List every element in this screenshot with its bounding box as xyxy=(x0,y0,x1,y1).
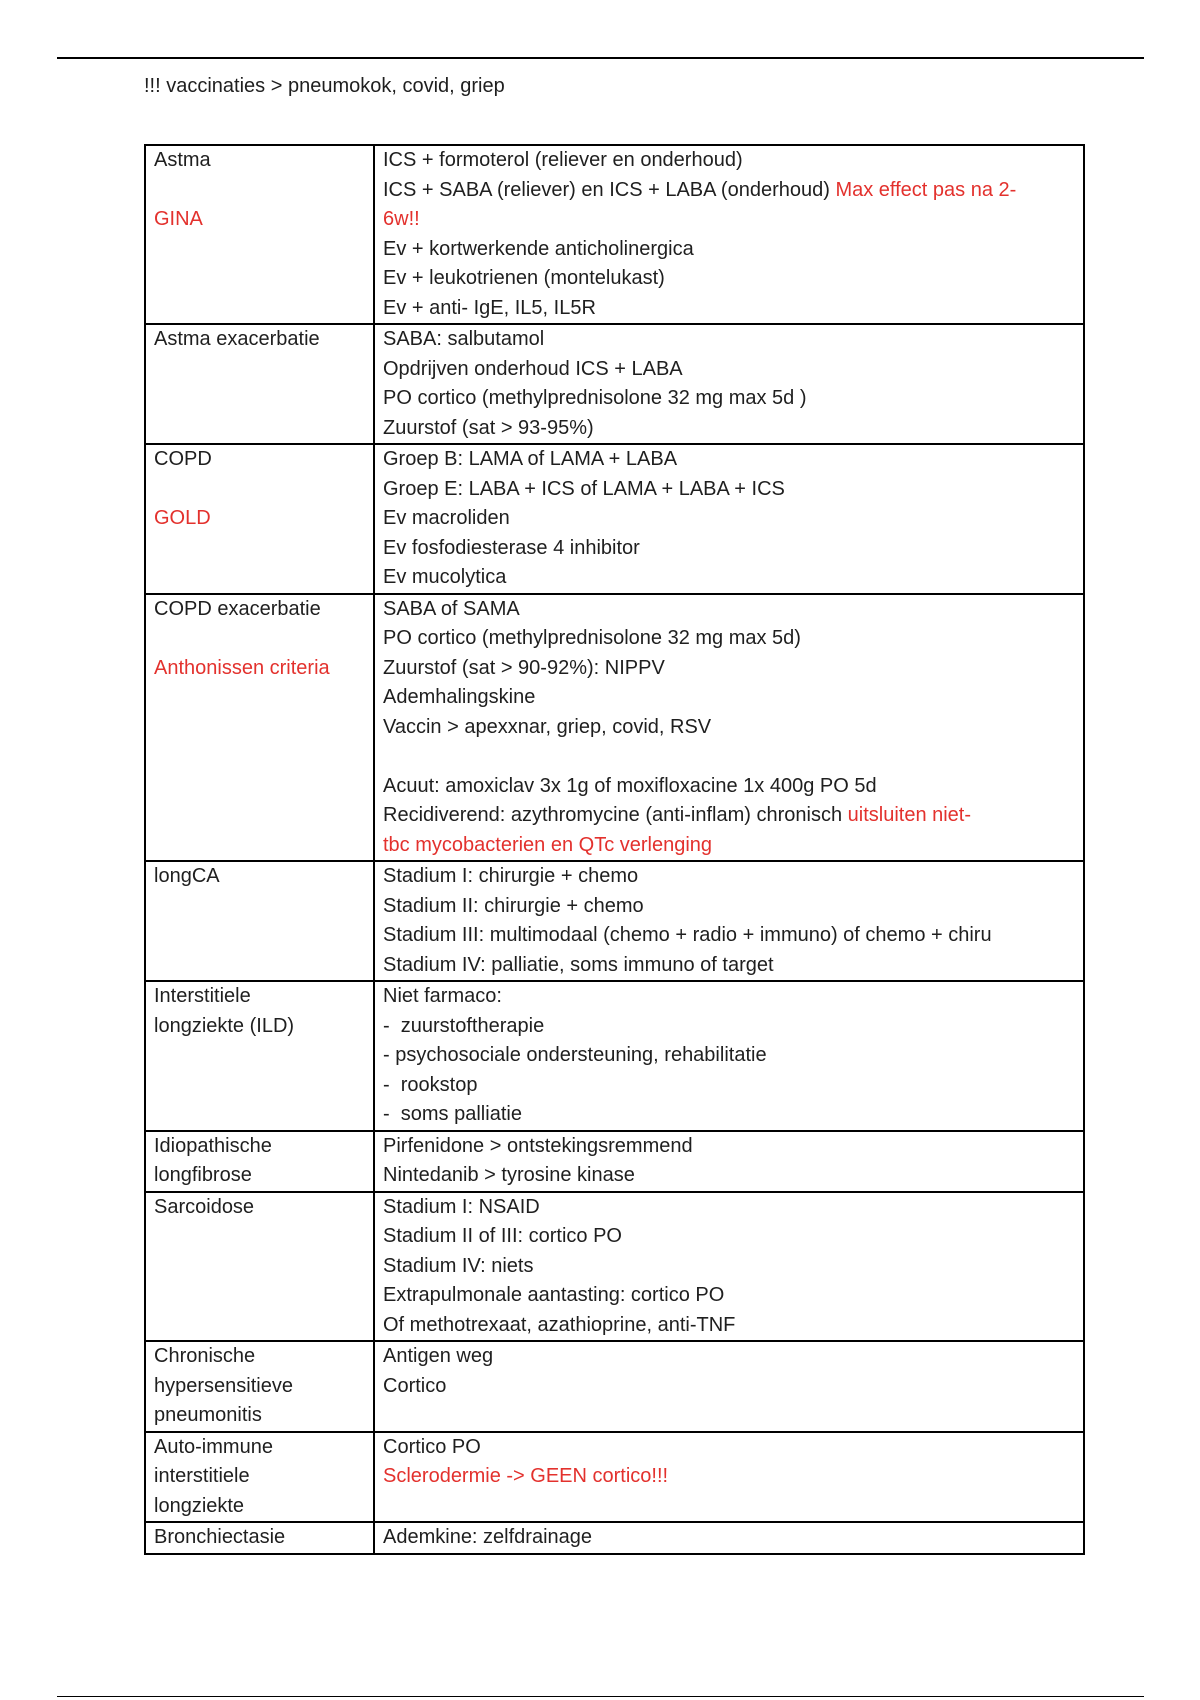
treatment-line: Ev macroliden xyxy=(383,507,510,529)
treatment-line: Ademkine: zelfdrainage xyxy=(383,1526,593,1548)
treatment-line: ICS + formoterol (reliever en onderhoud) xyxy=(383,149,743,171)
treatment-cell xyxy=(374,1522,1084,1554)
condition-label: Chronische xyxy=(154,1345,256,1367)
bottom-rule xyxy=(57,1696,1144,1697)
condition-label: hypersensitieve xyxy=(154,1374,293,1397)
condition-label: longziekte (ILD) xyxy=(154,1014,295,1037)
table-row-astma xyxy=(145,145,1084,324)
table-row-bronchiectasie xyxy=(145,1522,1084,1554)
treatment-line: - rookstop xyxy=(383,1073,478,1096)
treatment-line: Stadium III: multimodaal (chemo + radio + immuno) of chemo + chiru xyxy=(383,924,992,946)
treatment-cell xyxy=(374,1341,1084,1432)
treatment-cell xyxy=(374,981,1084,1131)
condition-cell xyxy=(145,1522,374,1554)
treatment-line: Cortico PO xyxy=(383,1435,481,1458)
treatment-line: Stadium I: NSAID xyxy=(383,1195,540,1218)
condition-label: Astma exacerbatie xyxy=(154,328,320,350)
treatment-cell xyxy=(374,324,1084,444)
treatment-line: - soms palliatie xyxy=(383,1103,522,1125)
condition-label: COPD exacerbatie xyxy=(154,597,321,620)
condition-cell xyxy=(145,1341,374,1432)
condition-label: Bronchiectasie xyxy=(154,1526,286,1548)
treatment-line: ICS + SABA (reliever) en ICS + LABA (onderhoud) Max effect pas na 2- xyxy=(383,178,1017,201)
vaccination-note: !!! vaccinaties > pneumokok, covid, griep xyxy=(144,75,505,97)
treatment-line: Stadium II of III: cortico PO xyxy=(383,1225,622,1247)
treatment-line: Niet farmaco: xyxy=(383,985,502,1007)
condition-cell xyxy=(145,861,374,981)
condition-label: pneumonitis xyxy=(154,1404,262,1426)
top-rule xyxy=(57,57,1144,59)
condition-label: Astma xyxy=(154,149,211,171)
table-row-copd xyxy=(145,444,1084,594)
guideline-label: GINA xyxy=(154,208,203,230)
treatment-line: SABA: salbutamol xyxy=(383,328,545,350)
warning-text: Sclerodermie -> GEEN cortico!!! xyxy=(383,1465,669,1487)
treatment-cell xyxy=(374,145,1084,324)
treatment-line: Acuut: amoxiclav 3x 1g of moxifloxacine 1x 400g PO 5d xyxy=(383,774,877,797)
treatment-cell xyxy=(374,861,1084,981)
condition-cell xyxy=(145,324,374,444)
treatment-line: Nintedanib > tyrosine kinase xyxy=(383,1164,635,1186)
treatment-cell xyxy=(374,594,1084,862)
treatment-line: Stadium IV: palliatie, soms immuno of target xyxy=(383,953,774,976)
treatment-line: Ev + anti- IgE, IL5, IL5R xyxy=(383,296,596,319)
treatment-line: PO cortico (methylprednisolone 32 mg max 5d) xyxy=(383,627,801,649)
condition-label: longziekte xyxy=(154,1494,245,1517)
table-row-longca xyxy=(145,861,1084,981)
condition-label: Interstitiele xyxy=(154,985,251,1007)
treatment-line: Ev fosfodiesterase 4 inhibitor xyxy=(383,536,640,559)
treatment-line: Stadium I: chirurgie + chemo xyxy=(383,865,639,887)
condition-label: Auto-immune xyxy=(154,1435,273,1458)
treatment-cell xyxy=(374,1432,1084,1523)
table-row-idiopathische-longfibrose xyxy=(145,1131,1084,1192)
treatment-line: Pirfenidone > ontstekingsremmend xyxy=(383,1134,693,1157)
warning-text: Max effect pas na 2- xyxy=(835,178,1017,201)
warning-text: 6w!! xyxy=(383,208,420,230)
condition-cell xyxy=(145,594,374,862)
treatment-cell xyxy=(374,1131,1084,1192)
table-row-auto-immune-longziekte xyxy=(145,1432,1084,1523)
treatment-line: SABA of SAMA xyxy=(383,597,520,620)
treatment-line: Groep E: LABA + ICS of LAMA + LABA + ICS xyxy=(383,477,785,500)
condition-cell xyxy=(145,145,374,324)
guideline-label: Anthonissen criteria xyxy=(154,656,330,679)
treatment-line: Zuurstof (sat > 93-95%) xyxy=(383,416,594,439)
condition-cell xyxy=(145,444,374,594)
treatment-line: - zuurstoftherapie xyxy=(383,1014,545,1037)
condition-cell xyxy=(145,1192,374,1342)
treatment-line: Ev + kortwerkende anticholinergica xyxy=(383,237,694,260)
treatment-line: Vaccin > apexxnar, griep, covid, RSV xyxy=(383,715,712,738)
warning-text: tbc mycobacterien en QTc verlenging xyxy=(383,833,713,856)
treatment-line: Ev + leukotrienen (montelukast) xyxy=(383,267,665,289)
treatment-line: Of methotrexaat, azathioprine, anti-TNF xyxy=(383,1313,736,1336)
condition-cell xyxy=(145,981,374,1131)
treatment-cell xyxy=(374,444,1084,594)
condition-label: longCA xyxy=(154,865,220,887)
warning-text: uitsluiten niet- xyxy=(847,804,972,826)
condition-label: Sarcoidose xyxy=(154,1195,255,1218)
condition-cell xyxy=(145,1131,374,1192)
treatment-line: - psychosociale ondersteuning, rehabilitatie xyxy=(383,1044,767,1066)
guideline-label: GOLD xyxy=(154,507,211,529)
therapy-table xyxy=(144,144,1085,1555)
condition-label: Idiopathische xyxy=(154,1134,272,1157)
treatment-line: Groep B: LAMA of LAMA + LABA xyxy=(383,448,678,470)
treatment-line: Ev mucolytica xyxy=(383,566,507,588)
treatment-line: Stadium IV: niets xyxy=(383,1254,534,1277)
table-row-astma-exacerbatie xyxy=(145,324,1084,444)
condition-label: COPD xyxy=(154,448,212,470)
condition-label: interstitiele xyxy=(154,1465,250,1487)
treatment-line: Ademhalingskine xyxy=(383,686,536,708)
table-row-copd-exacerbatie xyxy=(145,594,1084,862)
treatment-line: Zuurstof (sat > 90-92%): NIPPV xyxy=(383,656,665,679)
condition-cell xyxy=(145,1432,374,1523)
treatment-line: Antigen weg xyxy=(383,1345,494,1367)
table-row-chronische-hypersensitieve-pneumonitis xyxy=(145,1341,1084,1432)
treatment-cell xyxy=(374,1192,1084,1342)
treatment-line: Extrapulmonale aantasting: cortico PO xyxy=(383,1284,725,1306)
treatment-line: Recidiverend: azythromycine (anti-inflam) chronisch uitsluiten niet- xyxy=(383,804,972,826)
treatment-line: Stadium II: chirurgie + chemo xyxy=(383,894,644,917)
treatment-line: Cortico xyxy=(383,1374,447,1397)
condition-label: longfibrose xyxy=(154,1164,252,1186)
table-row-ild xyxy=(145,981,1084,1131)
treatment-line: Opdrijven onderhoud ICS + LABA xyxy=(383,357,683,380)
treatment-line: PO cortico (methylprednisolone 32 mg max 5d ) xyxy=(383,387,807,409)
table-row-sarcoidose xyxy=(145,1192,1084,1342)
